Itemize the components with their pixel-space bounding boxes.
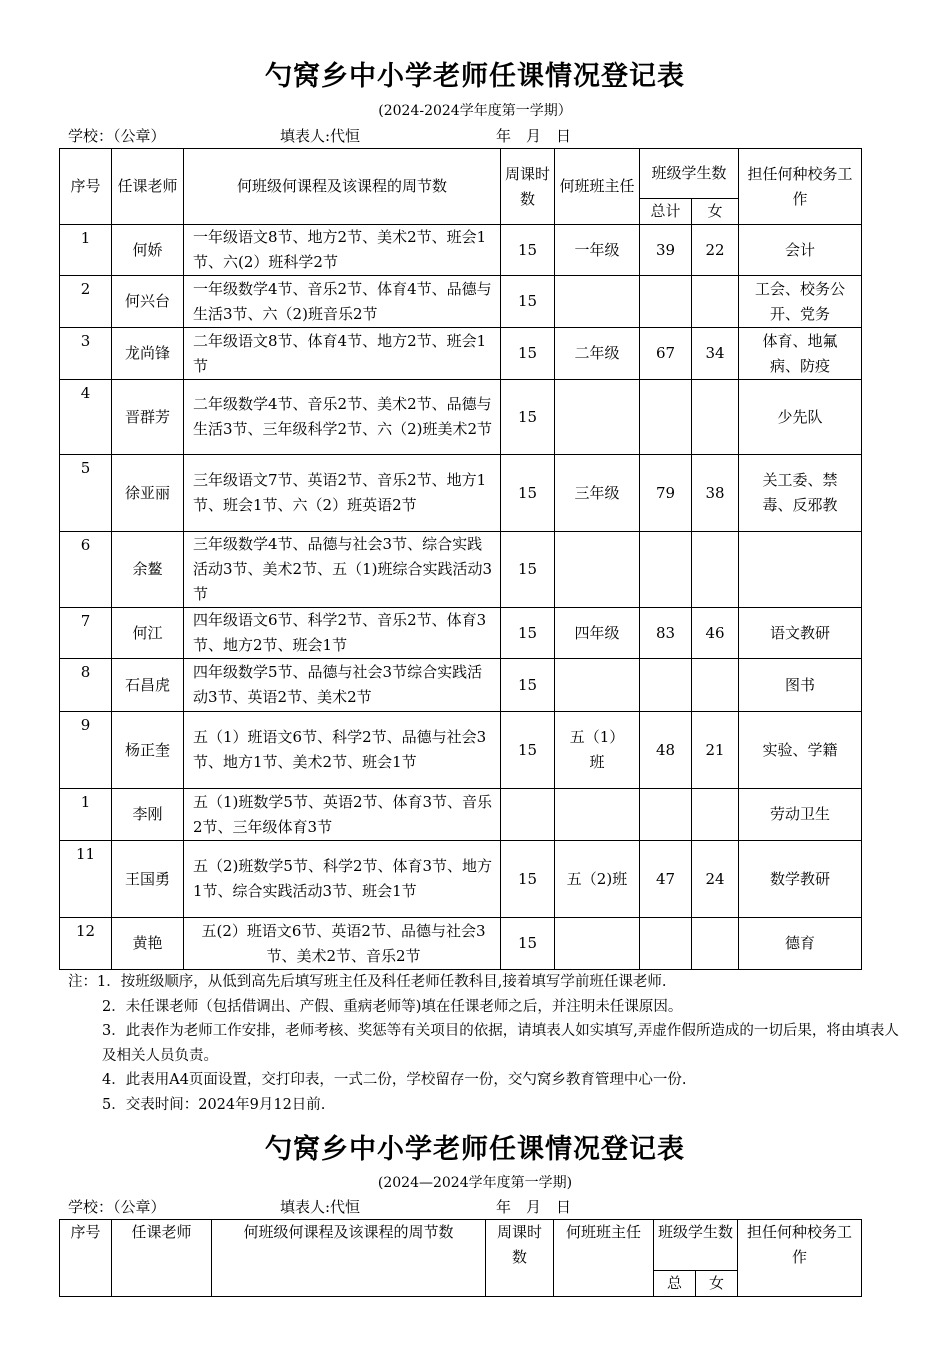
form1-info-line [68,125,910,145]
row-female [692,532,739,608]
row-weekly-hours: 15 [501,659,555,712]
row-total: 39 [640,225,692,276]
row-weekly-hours: 15 [501,455,555,532]
row-total [640,532,692,608]
row-female [692,918,739,970]
row-courses: 一年级语文8节、地方2节、美术2节、班会1节、六(2）班科学2节 [184,225,501,276]
row-courses: 四年级数学5节、品德与社会3节综合实践活动3节、英语2节、美术2节 [184,659,501,712]
row-weekly-hours: 15 [501,380,555,455]
row-female: 21 [692,712,739,789]
note-1: 注：1．按班级顺序，从低到高先后填写班主任及科任老师任教科目,接着填写学前班任课老师. [68,974,667,990]
table-row [60,225,862,276]
row-seq: 2 [60,276,112,328]
row-seq: 7 [60,608,112,659]
row-seq: 5 [60,455,112,532]
table-row [60,328,862,380]
row-head-teacher: 一年级 [555,225,640,276]
form1-title: 勺窝乡中小学老师任课情况登记表 [265,61,685,92]
table-row [60,532,862,608]
row-duty: 工会、校务公开、党务 [739,276,862,328]
row-teacher: 李刚 [112,789,184,841]
row-weekly-hours: 15 [501,225,555,276]
row-teacher: 徐亚丽 [112,455,184,532]
header-total: 总计 [640,199,692,225]
table-row [60,380,862,455]
row-female: 22 [692,225,739,276]
form2-title: 勺窝乡中小学老师任课情况登记表 [265,1134,685,1165]
row-female [692,276,739,328]
row-teacher: 何兴台 [112,276,184,328]
row-duty: 劳动卫生 [739,789,862,841]
row-head-teacher: 二年级 [555,328,640,380]
note-2: 2．未任课老师（包括借调出、产假、重病老师等)填在任课老师之后，并注明未任课原因。 [102,998,683,1015]
form1-register-table [59,148,862,970]
header-female: 女 [696,1271,738,1297]
row-head-teacher [555,659,640,712]
row-duty: 语文教研 [739,608,862,659]
row-total: 79 [640,455,692,532]
header-seq: 序号 [60,149,112,225]
header-weekly-hours: 周课时数 [501,149,555,225]
row-seq: 12 [60,918,112,970]
row-weekly-hours: 15 [501,918,555,970]
header-students: 班级学生数 [640,149,739,199]
row-courses: 二年级语文8节、体育4节、地方2节、班会1节 [184,328,501,380]
row-seq: 8 [60,659,112,712]
form2-subtitle: (2024—2024学年度第一学期) [377,1175,573,1191]
row-total [640,918,692,970]
row-teacher: 王国勇 [112,841,184,918]
header-teacher: 任课老师 [112,149,184,225]
table-row [60,659,862,712]
row-head-teacher [555,918,640,970]
row-duty: 图书 [739,659,862,712]
header-duties: 担任何种校务工作 [739,149,862,225]
row-teacher: 黄艳 [112,918,184,970]
header-students: 班级学生数 [654,1220,738,1271]
row-female: 38 [692,455,739,532]
school-label: 学校：（公章） [68,127,166,145]
row-courses: 三年级语文7节、英语2节、音乐2节、地方1节、班会1节、六（2）班英语2节 [184,455,501,532]
row-duty: 实验、学籍 [739,712,862,789]
form2-info-line [68,1196,910,1216]
row-courses: 四年级语文6节、科学2节、音乐2节、体育3节、地方2节、班会1节 [184,608,501,659]
row-weekly-hours: 15 [501,532,555,608]
header-duties: 担任何种校务工作 [738,1220,862,1297]
row-head-teacher [555,789,640,841]
form2-register-table [59,1219,862,1297]
table-row [60,841,862,918]
row-courses: 五（1）班语文6节、科学2节、品德与社会3节、地方1节、美术2节、班会1节 [184,712,501,789]
row-total: 83 [640,608,692,659]
row-weekly-hours: 15 [501,608,555,659]
row-female [692,789,739,841]
row-female: 46 [692,608,739,659]
row-courses: 五（2)班数学5节、科学2节、体育3节、地方1节、综合实践活动3节、班会1节 [184,841,501,918]
header-courses: 何班级何课程及该课程的周节数 [212,1220,486,1297]
row-courses: 三年级数学4节、品德与社会3节、综合实践活动3节、美术2节、五（1)班综合实践活动3节 [184,532,501,608]
row-teacher: 杨正奎 [112,712,184,789]
note-5: 5．交表时间：2024年9月12日前. [102,1096,326,1113]
row-female [692,380,739,455]
row-duty: 数学教研 [739,841,862,918]
row-head-teacher: 四年级 [555,608,640,659]
row-female: 24 [692,841,739,918]
row-courses: 五(2）班语文6节、英语2节、品德与社会3节、美术2节、音乐2节 [184,918,501,970]
row-seq: 9 [60,712,112,789]
row-weekly-hours: 15 [501,712,555,789]
row-courses: 一年级数学4节、音乐2节、体育4节、品德与生活3节、六（2)班音乐2节 [184,276,501,328]
row-weekly-hours: 15 [501,841,555,918]
header-teacher: 任课老师 [112,1220,212,1297]
form1-subtitle: (2024-2024学年度第一学期） [378,103,572,119]
date-label: 年 月 日 [496,127,572,145]
row-duty: 体育、地氟病、防疫 [739,328,862,380]
row-duty: 德育 [739,918,862,970]
note-4: 4．此表用A4页面设置，交打印表，一式二份，学校留存一份，交勺窝乡教育管理中心一份. [102,1072,687,1088]
header-total: 总 [654,1271,696,1297]
row-head-teacher: 五（1）班 [555,712,640,789]
row-duty: 关工委、禁毒、反邪教 [739,455,862,532]
header-courses: 何班级何课程及该课程的周节数 [184,149,501,225]
row-seq: 1 [60,789,112,841]
filler-label: 填表人:代恒 [280,127,361,145]
row-teacher: 龙尚锋 [112,328,184,380]
row-duty: 会计 [739,225,862,276]
row-seq: 3 [60,328,112,380]
header-female: 女 [692,199,739,225]
row-seq: 11 [60,841,112,918]
header-head-teacher: 何班班主任 [554,1220,654,1297]
row-head-teacher [555,532,640,608]
row-seq: 6 [60,532,112,608]
row-head-teacher: 三年级 [555,455,640,532]
row-total [640,789,692,841]
row-head-teacher [555,380,640,455]
filler-label: 填表人:代恒 [280,1198,361,1216]
row-duty: 少先队 [739,380,862,455]
row-courses: 五（1)班数学5节、英语2节、体育3节、音乐2节、三年级体育3节 [184,789,501,841]
table-header-row [60,1220,862,1271]
row-total: 48 [640,712,692,789]
table-row [60,608,862,659]
row-duty [739,532,862,608]
date-label: 年 月 日 [496,1198,572,1216]
note-3: 3．此表作为老师工作安排，老师考核、奖惩等有关项目的依据，请填表人如实填写,弄虚作假所造成的一切后果，将由填表人及相关人员负责。 [102,1023,899,1064]
row-weekly-hours [501,789,555,841]
header-head-teacher: 何班班主任 [555,149,640,225]
row-teacher: 何江 [112,608,184,659]
row-weekly-hours: 15 [501,328,555,380]
table-row [60,455,862,532]
row-seq: 1 [60,225,112,276]
row-female [692,659,739,712]
row-seq: 4 [60,380,112,455]
row-teacher: 石昌虎 [112,659,184,712]
table-row [60,789,862,841]
table-header-row [60,149,862,199]
row-head-teacher [555,276,640,328]
table-row [60,276,862,328]
row-weekly-hours: 15 [501,276,555,328]
header-seq: 序号 [60,1220,112,1297]
row-teacher: 余鳌 [112,532,184,608]
row-head-teacher: 五（2)班 [555,841,640,918]
row-total [640,659,692,712]
row-female: 34 [692,328,739,380]
row-total [640,380,692,455]
table-row [60,918,862,970]
row-teacher: 何娇 [112,225,184,276]
header-weekly-hours: 周课时数 [486,1220,554,1297]
form1-notes [68,970,910,1117]
school-label: 学校：（公章） [68,1198,166,1216]
row-total [640,276,692,328]
row-courses: 二年级数学4节、音乐2节、美术2节、品德与生活3节、三年级科学2节、六（2)班美术2节 [184,380,501,455]
row-total: 67 [640,328,692,380]
table-row [60,712,862,789]
row-total: 47 [640,841,692,918]
row-teacher: 晋群芳 [112,380,184,455]
